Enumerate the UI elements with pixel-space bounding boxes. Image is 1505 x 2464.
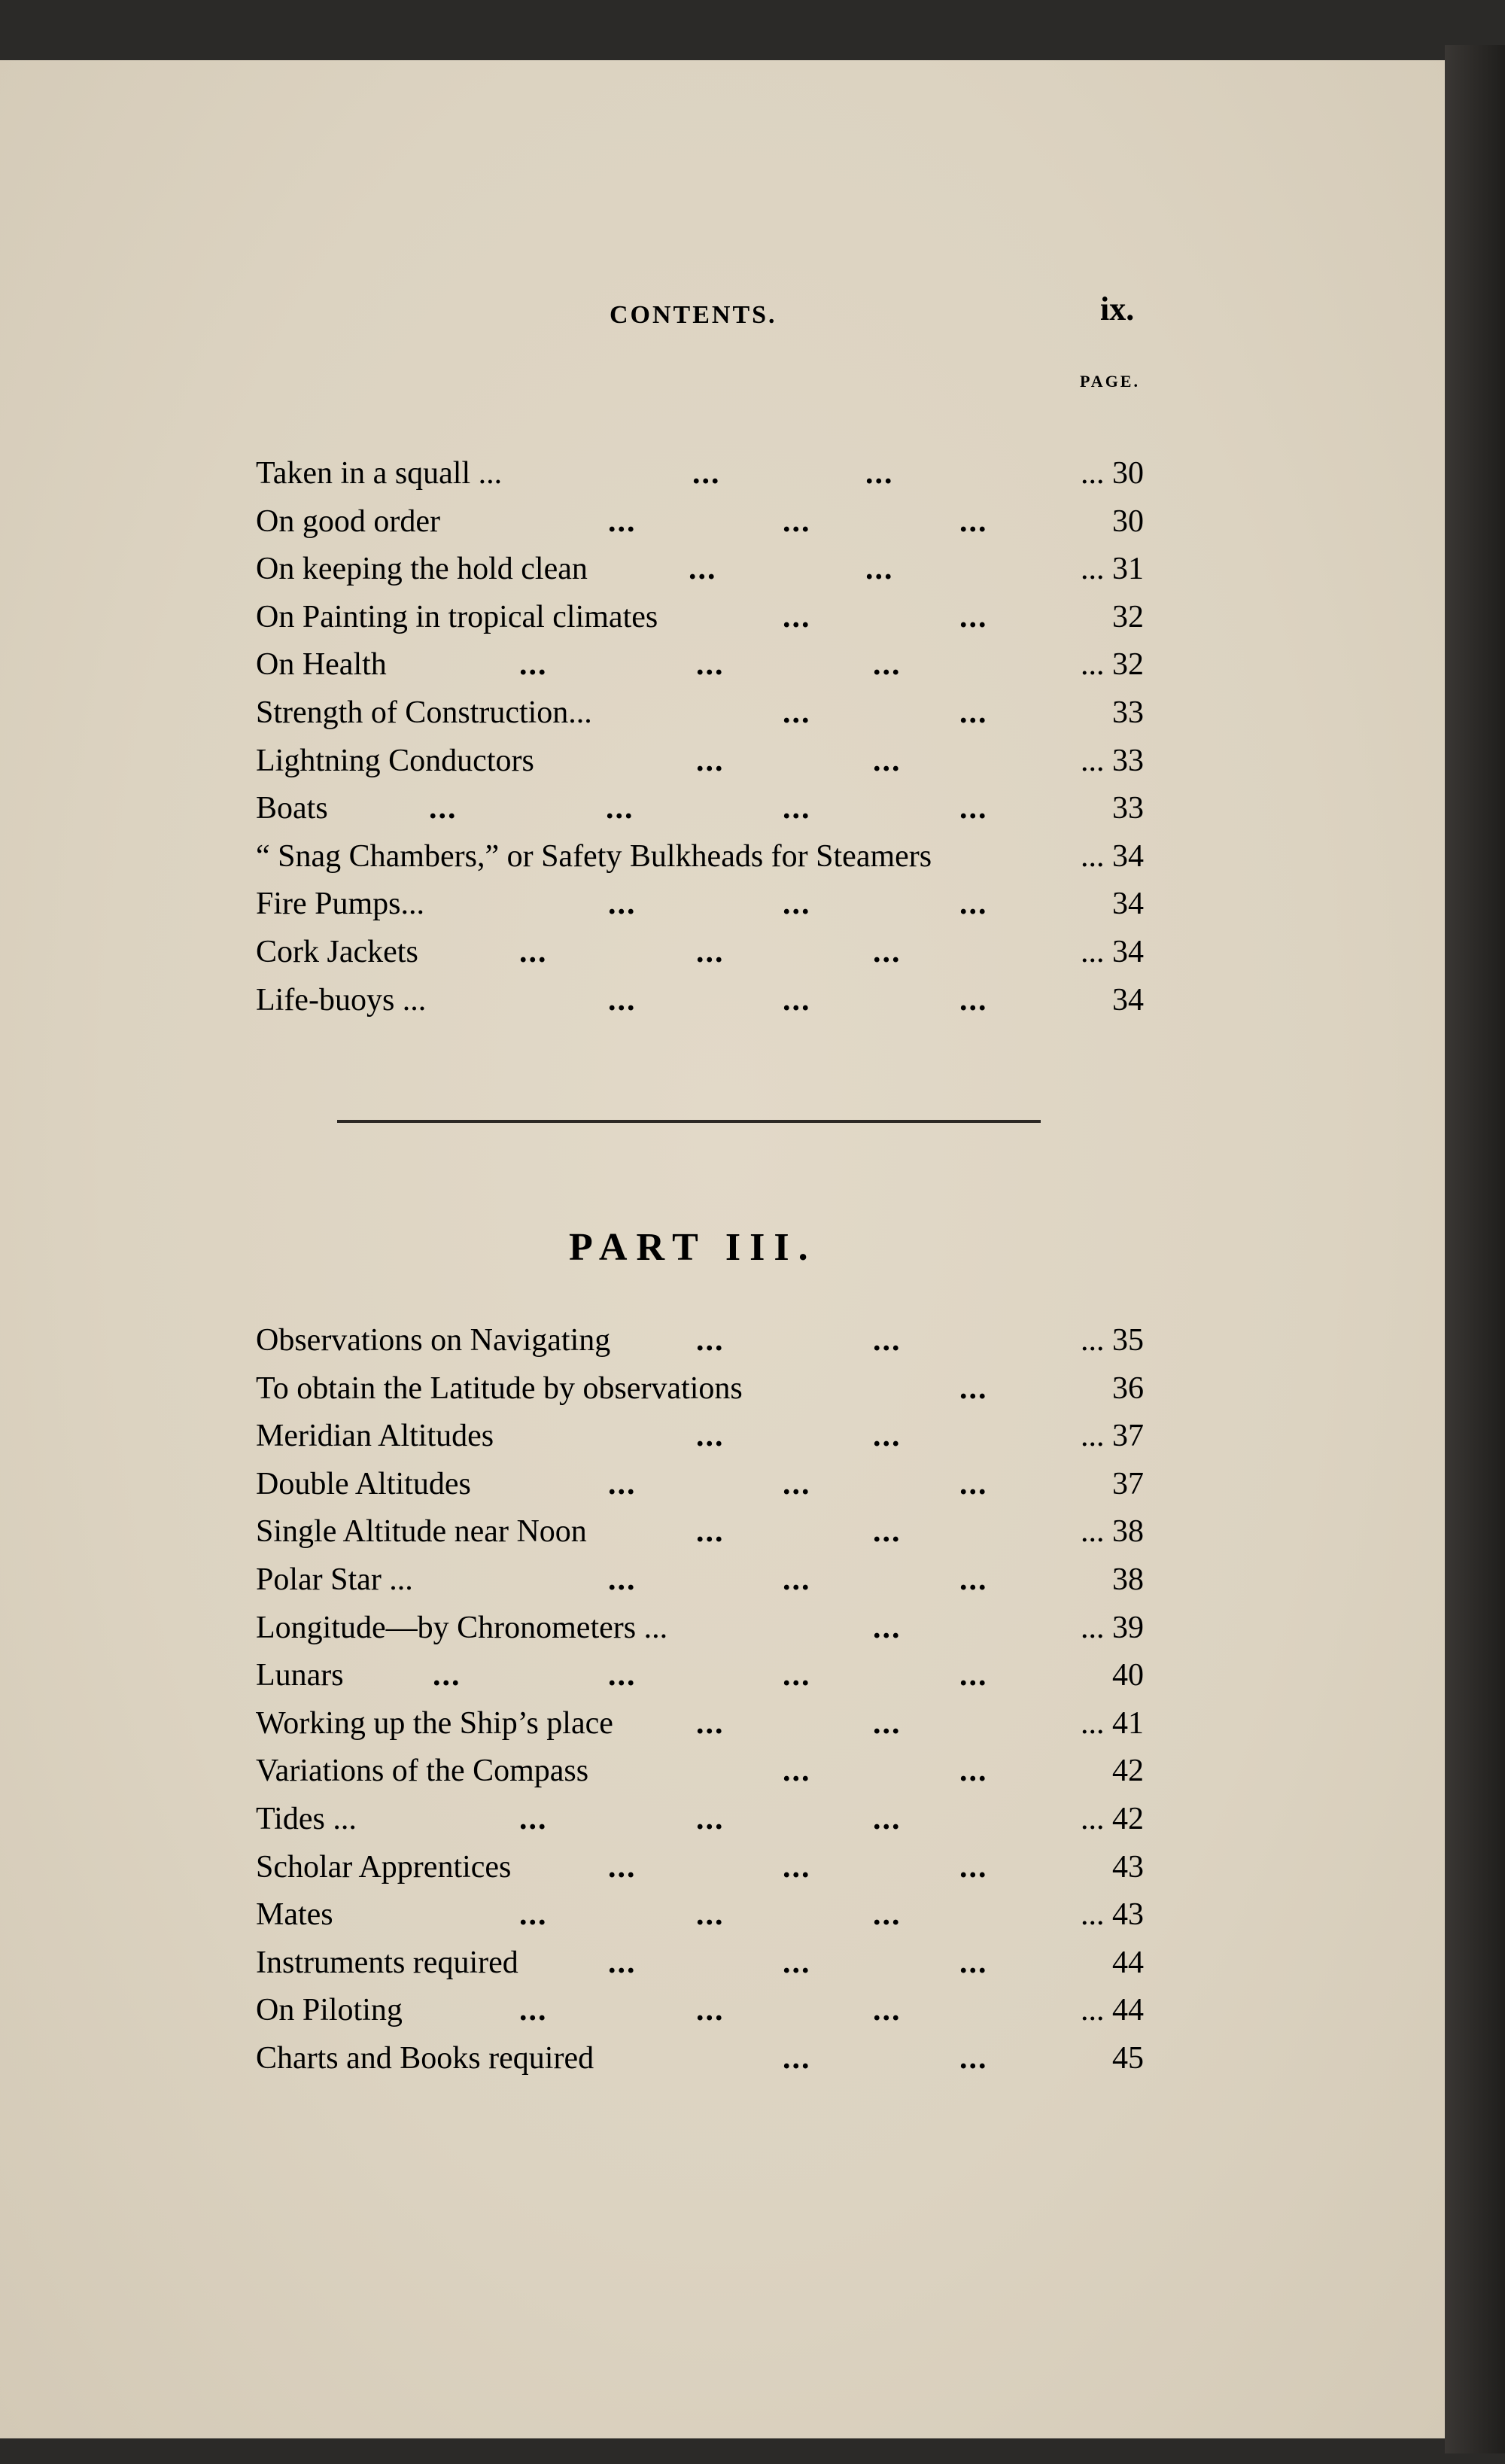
toc-entry-title: Variations of the Compass [256,1754,589,1789]
toc-entry-title: Mates [256,1897,333,1933]
toc-entry-page: 36 [1112,1370,1144,1406]
toc-entry-title: Working up the Ship’s place [256,1705,613,1741]
toc-entry-title: On good order [256,503,440,539]
toc-entry-page: 40 [1112,1658,1144,1693]
toc-entry-page: 33 [1112,791,1144,826]
toc-entry-page: 34 [1112,887,1144,922]
contents-list-part-3 [256,1317,1144,2083]
toc-entry-page: ... 38 [1081,1514,1144,1550]
toc-entry: Lightning Conductors ... ... ... 33 [256,738,1144,786]
toc-entry: Meridian Altitudes ... ... ... 37 [256,1413,1144,1461]
toc-entry: On good order ... ... ... 30 [256,498,1144,546]
toc-entry-page: ... 34 [1081,934,1144,969]
toc-entry-page: ... 30 [1081,456,1144,491]
toc-entry: Observations on Navigating ... ... ... 35 [256,1317,1144,1365]
toc-entry-page: 30 [1112,503,1144,539]
toc-entry: To obtain the Latitude by observations ... 36 [256,1365,1144,1413]
toc-entry: Variations of the Compass ... ... 42 [256,1748,1144,1796]
toc-entry: Strength of Construction... ... ... 33 [256,689,1144,738]
toc-entry: Scholar Apprentices ... ... ... 43 [256,1844,1144,1892]
toc-entry-page: 32 [1112,599,1144,634]
toc-entry: On Piloting ... ... ... ... 44 [256,1987,1144,2035]
toc-entry-title: Scholar Apprentices [256,1849,512,1885]
toc-entry-title: Single Altitude near Noon [256,1514,587,1550]
toc-entry-page: ... 42 [1081,1801,1144,1836]
running-title: CONTENTS. [610,301,777,329]
toc-entry-title: On keeping the hold clean [256,552,588,587]
page-column-label: PAGE. [1080,372,1140,391]
toc-entry-title: Lunars [256,1658,344,1693]
section-divider [337,1120,1041,1123]
toc-entry-title: Boats [256,791,328,826]
toc-entry: Cork Jackets ... ... ... ... 34 [256,929,1144,977]
toc-entry: Lunars ... ... ... ... 40 [256,1652,1144,1700]
toc-entry-page: ... 32 [1081,647,1144,683]
toc-entry-title: On Health [256,647,387,683]
toc-entry-title: Taken in a squall ... [256,456,503,491]
part-heading: PART III. [569,1226,817,1269]
toc-entry-page: ... 34 [1081,838,1144,874]
toc-entry-page: 38 [1112,1562,1144,1597]
toc-entry-page: 45 [1112,2040,1144,2076]
toc-entry: Tides ... ... ... ... ... 42 [256,1796,1144,1844]
toc-entry-title: Fire Pumps... [256,887,425,922]
toc-entry-title: Double Altitudes [256,1466,471,1501]
toc-entry-page: ... 39 [1081,1610,1144,1645]
toc-entry: Double Altitudes ... ... ... 37 [256,1461,1144,1509]
toc-entry: Mates ... ... ... ... 43 [256,1891,1144,1939]
toc-entry-page: ... 37 [1081,1419,1144,1454]
toc-entry: On Health ... ... ... ... 32 [256,641,1144,689]
toc-entry: Working up the Ship’s place ... ... ... 41 [256,1700,1144,1748]
toc-entry: Single Altitude near Noon ... ... ... 38 [256,1508,1144,1556]
toc-entry-title: To obtain the Latitude by observations [256,1370,743,1406]
toc-entry: Polar Star ... ... ... ... 38 [256,1556,1144,1605]
toc-entry: Life-buoys ... ... ... ... 34 [256,977,1144,1025]
toc-entry-page: 44 [1112,1945,1144,1980]
toc-entry-title: “ Snag Chambers,” or Safety Bulkheads for Steamers [256,838,932,874]
toc-entry [256,833,1144,881]
toc-entry-title: Strength of Construction... [256,695,592,730]
toc-entry-page: 34 [1112,982,1144,1018]
toc-entry: Instruments required ... ... ... 44 [256,1939,1144,1988]
toc-entry-page: ... 35 [1081,1323,1144,1358]
toc-entry-page: 37 [1112,1466,1144,1501]
toc-entry-title: Cork Jackets [256,934,418,969]
toc-entry-page: ... 41 [1081,1705,1144,1741]
toc-entry-title: Charts and Books required [256,2040,594,2076]
toc-entry: Fire Pumps... ... ... ... 34 [256,881,1144,929]
toc-entry-title: Instruments required [256,1945,518,1980]
toc-entry-page: 42 [1112,1754,1144,1789]
contents-list-part-2 [256,450,1144,1024]
toc-entry: On Painting in tropical climates ... ... 32 [256,594,1144,642]
toc-entry-title: Meridian Altitudes [256,1419,494,1454]
toc-entry-page: ... 33 [1081,743,1144,778]
toc-entry-page: ... 43 [1081,1897,1144,1933]
toc-entry-title: Lightning Conductors [256,743,534,778]
toc-entry-title: On Painting in tropical climates [256,599,658,634]
toc-entry: On keeping the hold clean ... ... ... 31 [256,546,1144,594]
page-edge [1445,45,1505,2453]
toc-entry-title: Life-buoys ... [256,982,427,1018]
toc-entry-page: 43 [1112,1849,1144,1885]
toc-entry-page: ... 31 [1081,552,1144,587]
toc-entry-title: Longitude—by Chronometers ... [256,1610,668,1645]
toc-entry: Taken in a squall ... ... ... ... 30 [256,450,1144,498]
toc-entry-title: Tides ... [256,1801,357,1836]
toc-entry-page: 33 [1112,695,1144,730]
toc-entry: Boats ... ... ... ... 33 [256,785,1144,833]
toc-entry-title: Observations on Navigating [256,1323,611,1358]
toc-entry: Longitude—by Chronometers ... ... ... 39 [256,1605,1144,1653]
toc-entry-page: ... 44 [1081,1993,1144,2028]
toc-entry-title: Polar Star ... [256,1562,413,1597]
toc-entry-title: On Piloting [256,1993,403,2028]
page-number: ix. [1100,291,1135,327]
toc-entry: Charts and Books required ... ... 45 [256,2035,1144,2083]
